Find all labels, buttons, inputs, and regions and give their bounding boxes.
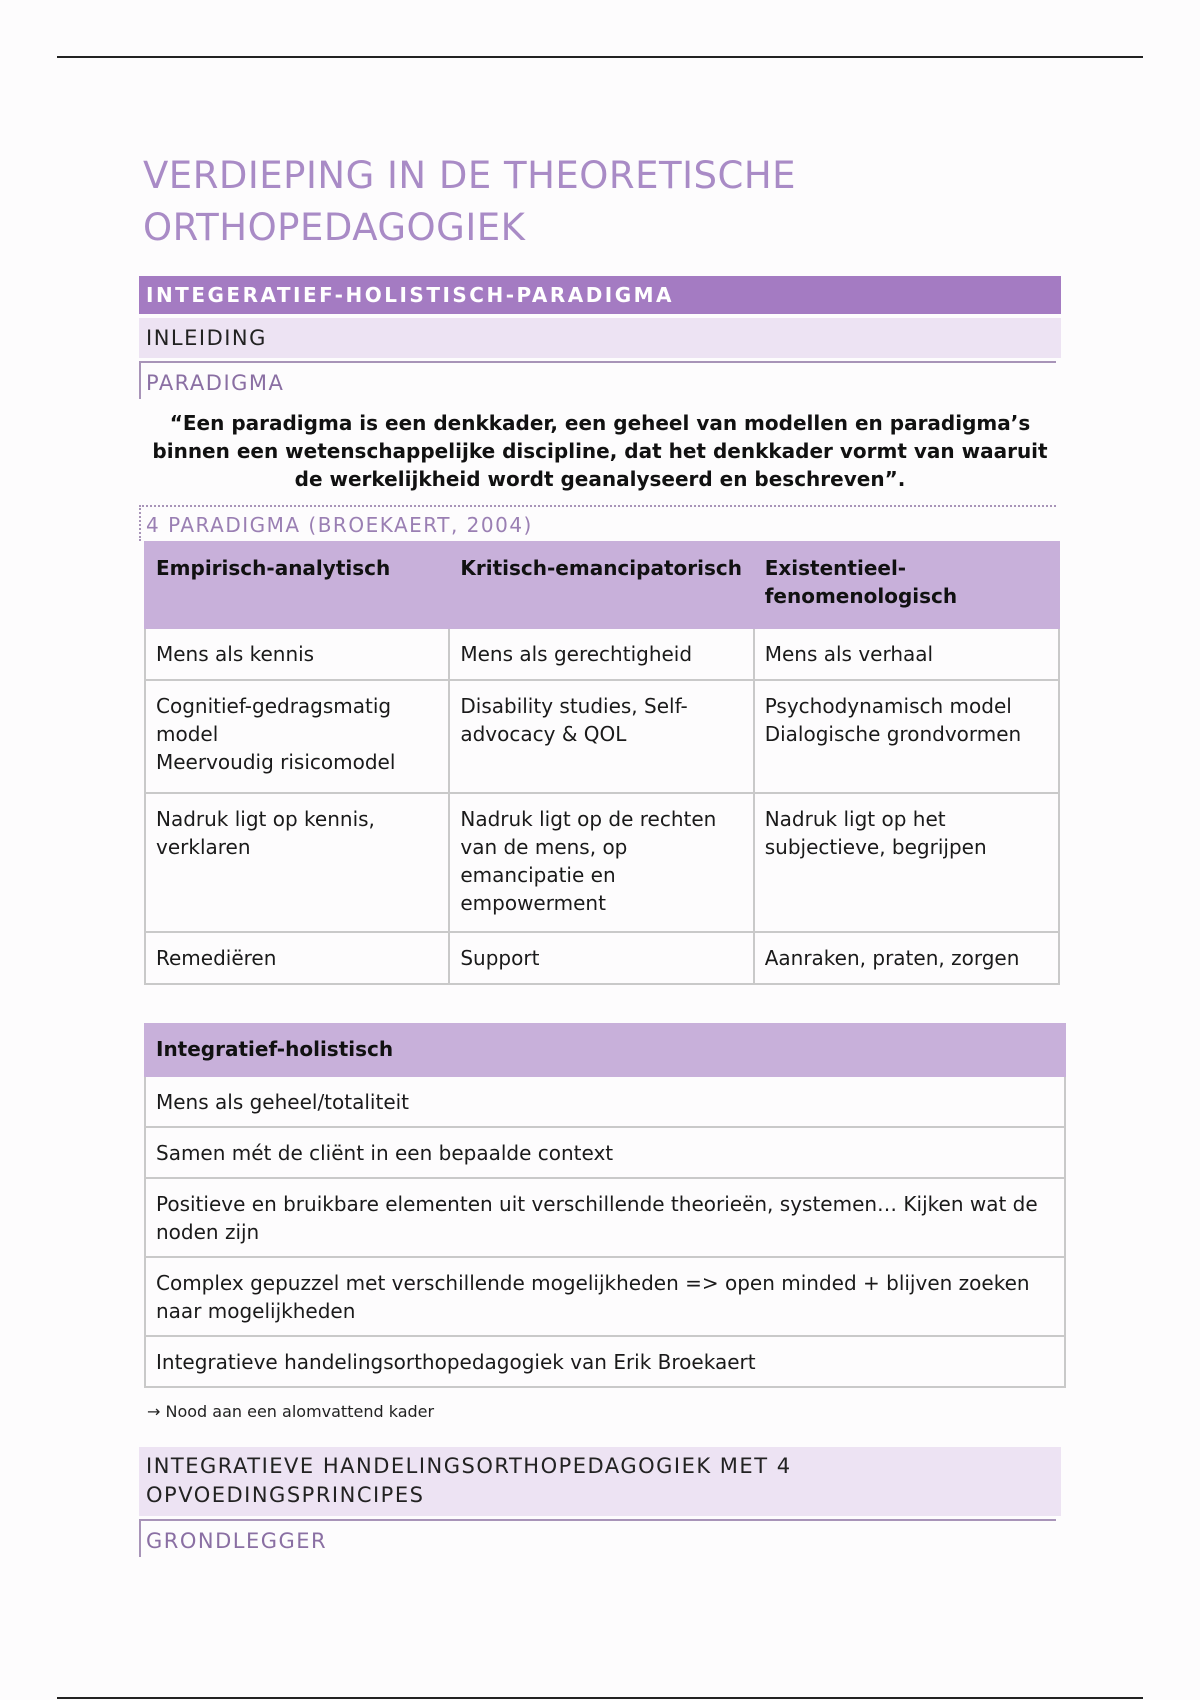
table-cell: Nadruk ligt op het subjectieve, begrijpen xyxy=(754,793,1059,932)
paradigma-heading: PARADIGMA xyxy=(139,361,1056,399)
four-paradigms-heading: 4 PARADIGMA (BROEKAERT, 2004) xyxy=(139,505,1056,541)
table-cell: Aanraken, praten, zorgen xyxy=(754,932,1059,984)
table-cell: Integratieve handelingsorthopedagogiek van Erik Broekaert xyxy=(145,1336,1065,1387)
note-text: → Nood aan een alomvattend kader xyxy=(147,1402,435,1421)
table-cell: Nadruk ligt op kennis, verklaren xyxy=(145,793,449,932)
header-existentieel: Existentieel-fenomenologisch xyxy=(754,542,1059,628)
header-kritisch: Kritisch-emancipatorisch xyxy=(449,542,753,628)
table-row xyxy=(145,1257,1065,1336)
paradigma-quote: “Een paradigma is een denkkader, een geheel van modellen en paradigma’s binnen een wetenschappelijke discipline, dat het denkkader vormt van waaruit de werkelijkheid wordt geanalyseerd en beschreven”. xyxy=(152,411,1048,491)
table-cell: Disability studies, Self-advocacy & QOL xyxy=(449,680,753,793)
table-row xyxy=(145,1127,1065,1178)
table-cell: Support xyxy=(449,932,753,984)
table-cell: Mens als geheel/totaliteit xyxy=(145,1076,1065,1127)
table-row xyxy=(145,628,1059,680)
table-cell: Psychodynamisch model Dialogische grondvormen xyxy=(754,680,1059,793)
table-row xyxy=(145,680,1059,793)
grondlegger-heading: GRONDLEGGER xyxy=(139,1519,1056,1557)
table-row xyxy=(145,1076,1065,1127)
integratieve-heading: INTEGRATIEVE HANDELINGSORTHOPEDAGOGIEK MET 4 OPVOEDINGSPRINCIPES xyxy=(139,1447,1061,1516)
paradigm-table xyxy=(144,541,1060,985)
header-empirisch: Empirisch-analytisch xyxy=(145,542,449,628)
table-row xyxy=(145,1178,1065,1257)
document-body xyxy=(139,150,1061,1557)
table-cell: Nadruk ligt op de rechten van de mens, op emancipatie en empowerment xyxy=(449,793,753,932)
table-header-row xyxy=(145,1024,1065,1076)
table-row xyxy=(145,1336,1065,1387)
table-cell: Mens als gerechtigheid xyxy=(449,628,753,680)
table-header-row xyxy=(145,542,1059,628)
header-integratief: Integratief-holistisch xyxy=(145,1024,1065,1076)
table-cell: Mens als verhaal xyxy=(754,628,1059,680)
bottom-rule xyxy=(57,1697,1143,1699)
inleiding-heading: INLEIDING xyxy=(139,318,1061,358)
table-row xyxy=(145,932,1059,984)
table-cell: Positieve en bruikbare elementen uit verschillende theorieën, systemen… Kijken wat de noden zijn xyxy=(145,1178,1065,1257)
table-cell: Cognitief-gedragsmatig model Meervoudig risicomodel xyxy=(145,680,449,793)
table-row xyxy=(145,793,1059,932)
table-cell: Complex gepuzzel met verschillende mogelijkheden => open minded + blijven zoeken naar mogelijkheden xyxy=(145,1257,1065,1336)
document-title: VERDIEPING IN DE THEORETISCHE ORTHOPEDAGOGIEK xyxy=(143,154,797,249)
top-rule xyxy=(57,56,1143,58)
holistic-table xyxy=(144,1023,1066,1388)
table-cell: Samen mét de cliënt in een bepaalde context xyxy=(145,1127,1065,1178)
table-cell: Mens als kennis xyxy=(145,628,449,680)
section-heading: INTEGERATIEF-HOLISTISCH-PARADIGMA xyxy=(139,276,1061,314)
table-cell: Remediëren xyxy=(145,932,449,984)
